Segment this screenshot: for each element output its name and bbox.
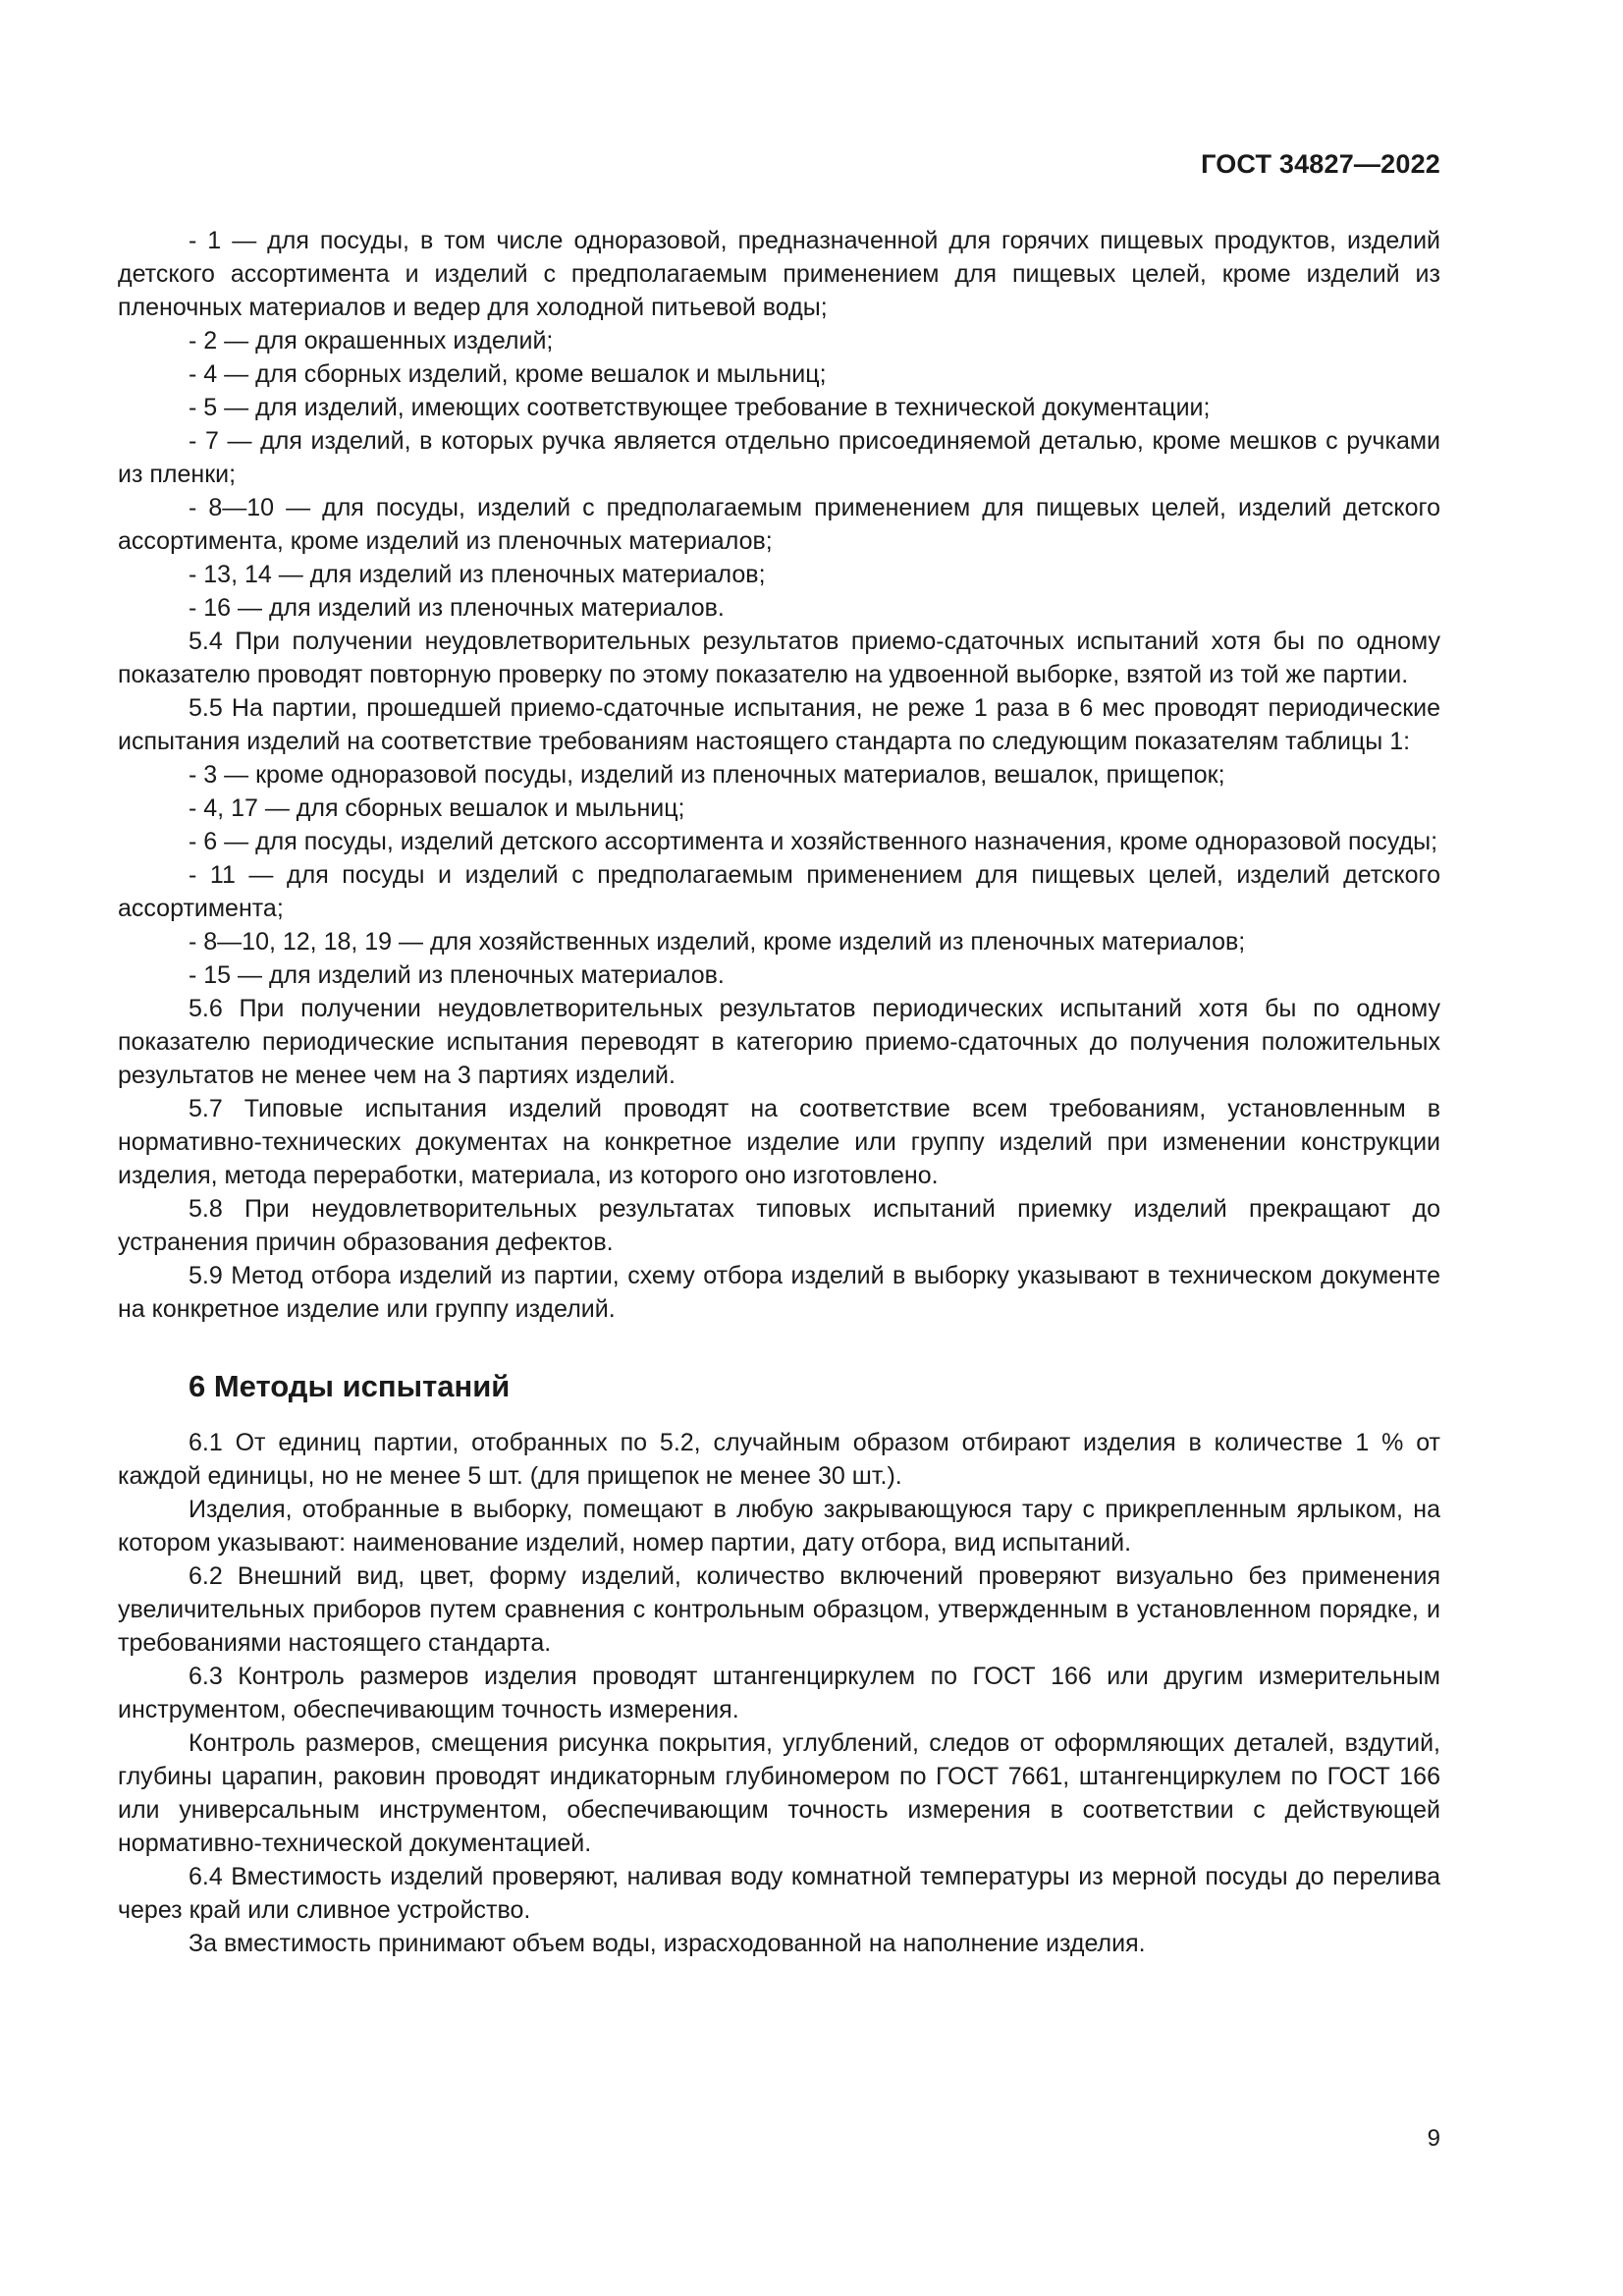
list-item: - 8—10 — для посуды, изделий с предполагаемым применением для пищевых целей, изделий детского ассортимента, кроме изделий из пленочных материалов; bbox=[118, 494, 1440, 555]
page-number: 9 bbox=[1427, 2125, 1440, 2152]
list-item: - 2 — для окрашенных изделий; bbox=[189, 327, 554, 355]
paragraph-6-1: 6.1 От единиц партии, отобранных по 5.2, случайным образом отбирают изделия в количестве 1 % от каждой единицы, но не менее 5 шт. (для прищепок не менее 30 шт.). bbox=[118, 1429, 1440, 1490]
list-item: - 5 — для изделий, имеющих соответствующее требование в технической документации; bbox=[189, 394, 1211, 421]
list-item: - 4, 17 — для сборных вешалок и мыльниц; bbox=[189, 794, 685, 822]
list-item: - 16 — для изделий из пленочных материалов. bbox=[189, 594, 725, 622]
document-header: ГОСТ 34827—2022 bbox=[1201, 149, 1440, 179]
paragraph-6-3: 6.3 Контроль размеров изделия проводят штангенциркулем по ГОСТ 166 или другим измерительным инструментом, обеспечивающим точность измерения. bbox=[118, 1663, 1440, 1723]
paragraph-6-3-continued: Контроль размеров, смещения рисунка покрытия, углублений, следов от оформляющих деталей, вздутий, глубины царапин, раковин проводят индикаторным глубиномером по ГОСТ 7661, штангенциркулем по ГОСТ 166 или универсальным инструментом, обеспечивающим точность измерения в соответствии с действующей нормативно-технической документацией. bbox=[118, 1729, 1440, 1857]
paragraph-5-9: 5.9 Метод отбора изделий из партии, схему отбора изделий в выборку указывают в техническом документе на конкретное изделие или группу изделий. bbox=[118, 1262, 1440, 1323]
paragraph-6-2: 6.2 Внешний вид, цвет, форму изделий, количество включений проверяют визуально без применения увеличительных приборов путем сравнения с контрольным образцом, утвержденным в установленном порядке, и требованиями настоящего стандарта. bbox=[118, 1562, 1440, 1657]
list-item: - 13, 14 — для изделий из пленочных материалов; bbox=[189, 561, 766, 588]
list-item: - 1 — для посуды, в том числе одноразовой, предназначенной для горячих пищевых продуктов, изделий детского ассортимента и изделий с предполагаемым применением для пищевых целей, кроме изделий из пленочных материалов и ведер для холодной питьевой воды; bbox=[118, 227, 1440, 321]
list-item: - 6 — для посуды, изделий детского ассортимента и хозяйственного назначения, кроме одноразовой посуды; bbox=[189, 828, 1438, 855]
paragraph-5-6: 5.6 При получении неудовлетворительных результатов периодических испытаний хотя бы по одному показателю периодические испытания переводят в категорию приемо-сдаточных до получения положительных результатов не менее чем на 3 партиях изделий. bbox=[118, 995, 1440, 1089]
list-item: - 3 — кроме одноразовой посуды, изделий из пленочных материалов, вешалок, прищепок; bbox=[189, 761, 1225, 789]
list-item: - 11 — для посуды и изделий с предполагаемым применением для пищевых целей, изделий детского ассортимента; bbox=[118, 861, 1440, 922]
section-heading: 6 Методы испытаний bbox=[189, 1369, 511, 1403]
list-item: - 15 — для изделий из пленочных материалов. bbox=[189, 961, 725, 989]
paragraph-6-4-continued: За вместимость принимают объем воды, израсходованной на наполнение изделия. bbox=[189, 1930, 1146, 1957]
paragraph-5-8: 5.8 При неудовлетворительных результатах типовых испытаний приемку изделий прекращают до устранения причин образования дефектов. bbox=[118, 1195, 1440, 1256]
paragraph-6-4: 6.4 Вместимость изделий проверяют, наливая воду комнатной температуры из мерной посуды до перелива через край или сливное устройство. bbox=[118, 1863, 1440, 1924]
paragraph-6-1-continued: Изделия, отобранные в выборку, помещают в любую закрывающуюся тару с прикрепленным ярлыком, на котором указывают: наименование изделий, номер партии, дату отбора, вид испытаний. bbox=[118, 1496, 1440, 1557]
paragraph-5-7: 5.7 Типовые испытания изделий проводят на соответствие всем требованиям, установленным в нормативно-технических документах на конкретное изделие или группу изделий при изменении конструкции изделия, метода переработки, материала, из которого оно изготовлено. bbox=[118, 1095, 1440, 1189]
list-item: - 8—10, 12, 18, 19 — для хозяйственных изделий, кроме изделий из пленочных материалов; bbox=[189, 928, 1246, 956]
document-body bbox=[118, 224, 1440, 1960]
list-item: - 7 — для изделий, в которых ручка является отдельно присоединяемой деталью, кроме мешков с ручками из пленки; bbox=[118, 427, 1440, 488]
paragraph-5-5: 5.5 На партии, прошедшей приемо-сдаточные испытания, не реже 1 раза в 6 мес проводят периодические испытания изделий на соответствие требованиям настоящего стандарта по следующим показателям таблицы 1: bbox=[118, 694, 1440, 755]
list-item: - 4 — для сборных изделий, кроме вешалок и мыльниц; bbox=[189, 360, 827, 388]
paragraph-5-4: 5.4 При получении неудовлетворительных результатов приемо-сдаточных испытаний хотя бы по одному показателю проводят повторную проверку по этому показателю на удвоенной выборке, взятой из той же партии. bbox=[118, 628, 1440, 688]
